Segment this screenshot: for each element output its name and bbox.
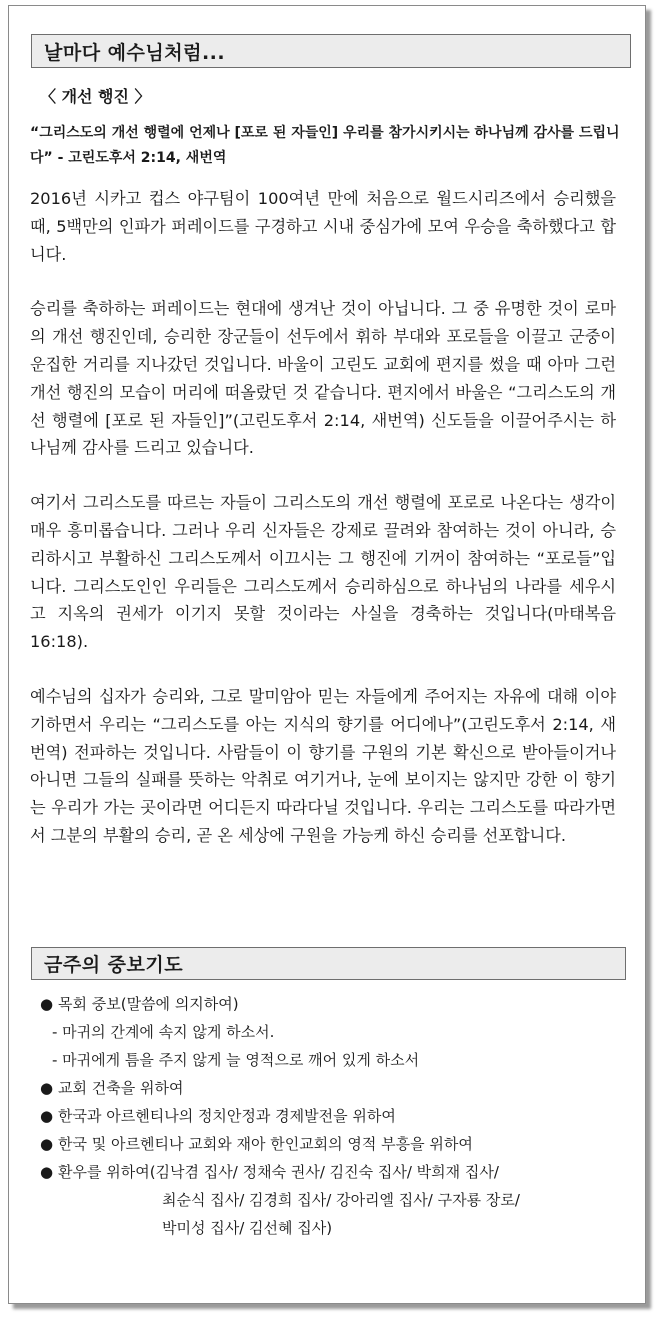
- section-title-prayer: [31, 947, 626, 980]
- prayer-list: [38, 990, 628, 1242]
- section-title-daily-text: 날마다 예수님처럼...: [44, 41, 226, 64]
- prayer-item-continuation: 최순식 집사/ 김경희 집사/ 강아리엘 집사/ 구자룡 장로/: [162, 1191, 520, 1209]
- prayer-item-text: 목회 중보(말씀에 의지하여): [58, 995, 239, 1013]
- section-title-prayer-text: 금주의 중보기도: [44, 954, 184, 976]
- paragraph-4: 예수님의 십자가 승리와, 그로 말미암아 믿는 자들에게 주어지는 자유에 대해 이야기하면서 우리는 “그리스도를 아는 지식의 향기를 어디에나”(고린도후서 2:14, 새번역) 전파하는 것입니다. 사람들이 이 향기를 구원의 기본 확신으로 받아들이거나 아니면 그들의 실패를 뜻하는 악취로 여기거나, 눈에 보이지는 않지만 강한 이 향기는 우리가 가는 곳이라면 어디든지 따라다닐 것입니다. 우리는 그리스도를 따라가면서 그분의 부활의 승리, 곧 온 세상에 구원을 가능케 하신 승리를 선포합니다.: [30, 686, 616, 845]
- prayer-subitem: - 마귀에게 틈을 주지 않게 늘 영적으로 깨어 있게 하소서: [52, 1051, 420, 1069]
- prayer-item-text: 한국 및 아르헨티나 교회와 재아 한인교회의 영적 부흥을 위하여: [58, 1135, 473, 1153]
- paragraph-2: 승리를 축하하는 퍼레이드는 현대에 생겨난 것이 아닙니다. 그 중 유명한 것이 로마의 개선 행진인데, 승리한 장군들이 선두에서 휘하 부대와 포로들을 이끌고 군중이 운집한 거리를 지나갔던 것입니다. 바울이 고린도 교회에 편지를 썼을 때 아마 그런 개선 행진의 모습이 머리에 떠올랐던 것 같습니다. 편지에서 바울은 “그리스도의 개선 행렬에 [포로 된 자들인]”(고린도후서 2:14, 새번역) 신도들을 이끌어주시는 하나님께 감사를 드리고 있습니다.: [30, 299, 616, 458]
- prayer-item-text: 환우를 위하여(김낙겸 집사/ 정채숙 권사/ 김진숙 집사/ 박희재 집사/: [58, 1163, 499, 1181]
- devotion-body: [30, 185, 616, 877]
- bullet-icon: ●: [40, 1079, 54, 1097]
- prayer-item-text: 한국과 아르헨티나의 정치안정과 경제발전을 위하여: [58, 1107, 396, 1125]
- paragraph-3: 여기서 그리스도를 따르는 자들이 그리스도의 개선 행렬에 포로로 나온다는 생각이 매우 흥미롭습니다. 그러나 우리 신자들은 강제로 끌려와 참여하는 것이 아니라, 승리하시고 부활하신 그리스도께서 이끄시는 그 행진에 기꺼이 참여하는 “포로들”입니다. 그리스도인인 우리들은 그리스도께서 승리하심으로 하나님의 나라를 세우시고 지옥의 권세가 이기지 못할 것이라는 사실을 경축하는 것입니다(마태복음 16:18).: [30, 493, 616, 652]
- scripture-quote: “그리스도의 개선 행렬에 언제나 [포로 된 자들인] 우리를 참가시키시는 하나님께 감사를 드립니다” - 고린도후서 2:14, 새번역: [30, 125, 620, 166]
- bullet-icon: ●: [40, 1163, 54, 1181]
- prayer-item-text: 교회 건축을 위하여: [58, 1079, 184, 1097]
- devotion-subtitle: 〈 개선 행진 〉: [40, 87, 151, 106]
- bullet-icon: ●: [40, 995, 54, 1013]
- prayer-item: [38, 1102, 628, 1130]
- prayer-subitem: - 마귀의 간계에 속지 않게 하소서.: [52, 1023, 275, 1041]
- prayer-item: [38, 1074, 628, 1102]
- bullet-icon: ●: [40, 1107, 54, 1125]
- prayer-item-continuation: 박미성 집사/ 김선혜 집사): [162, 1219, 333, 1237]
- bullet-icon: ●: [40, 1135, 54, 1153]
- prayer-item: [38, 1158, 628, 1186]
- prayer-item: [38, 990, 628, 1018]
- prayer-item: [38, 1130, 628, 1158]
- paragraph-1: 2016년 시카고 컵스 야구팀이 100여년 만에 처음으로 월드시리즈에서 승리했을 때, 5백만의 인파가 퍼레이드를 구경하고 시내 중심가에 모여 우승을 축하했다고 합니다.: [30, 189, 616, 264]
- section-title-daily: [31, 34, 631, 68]
